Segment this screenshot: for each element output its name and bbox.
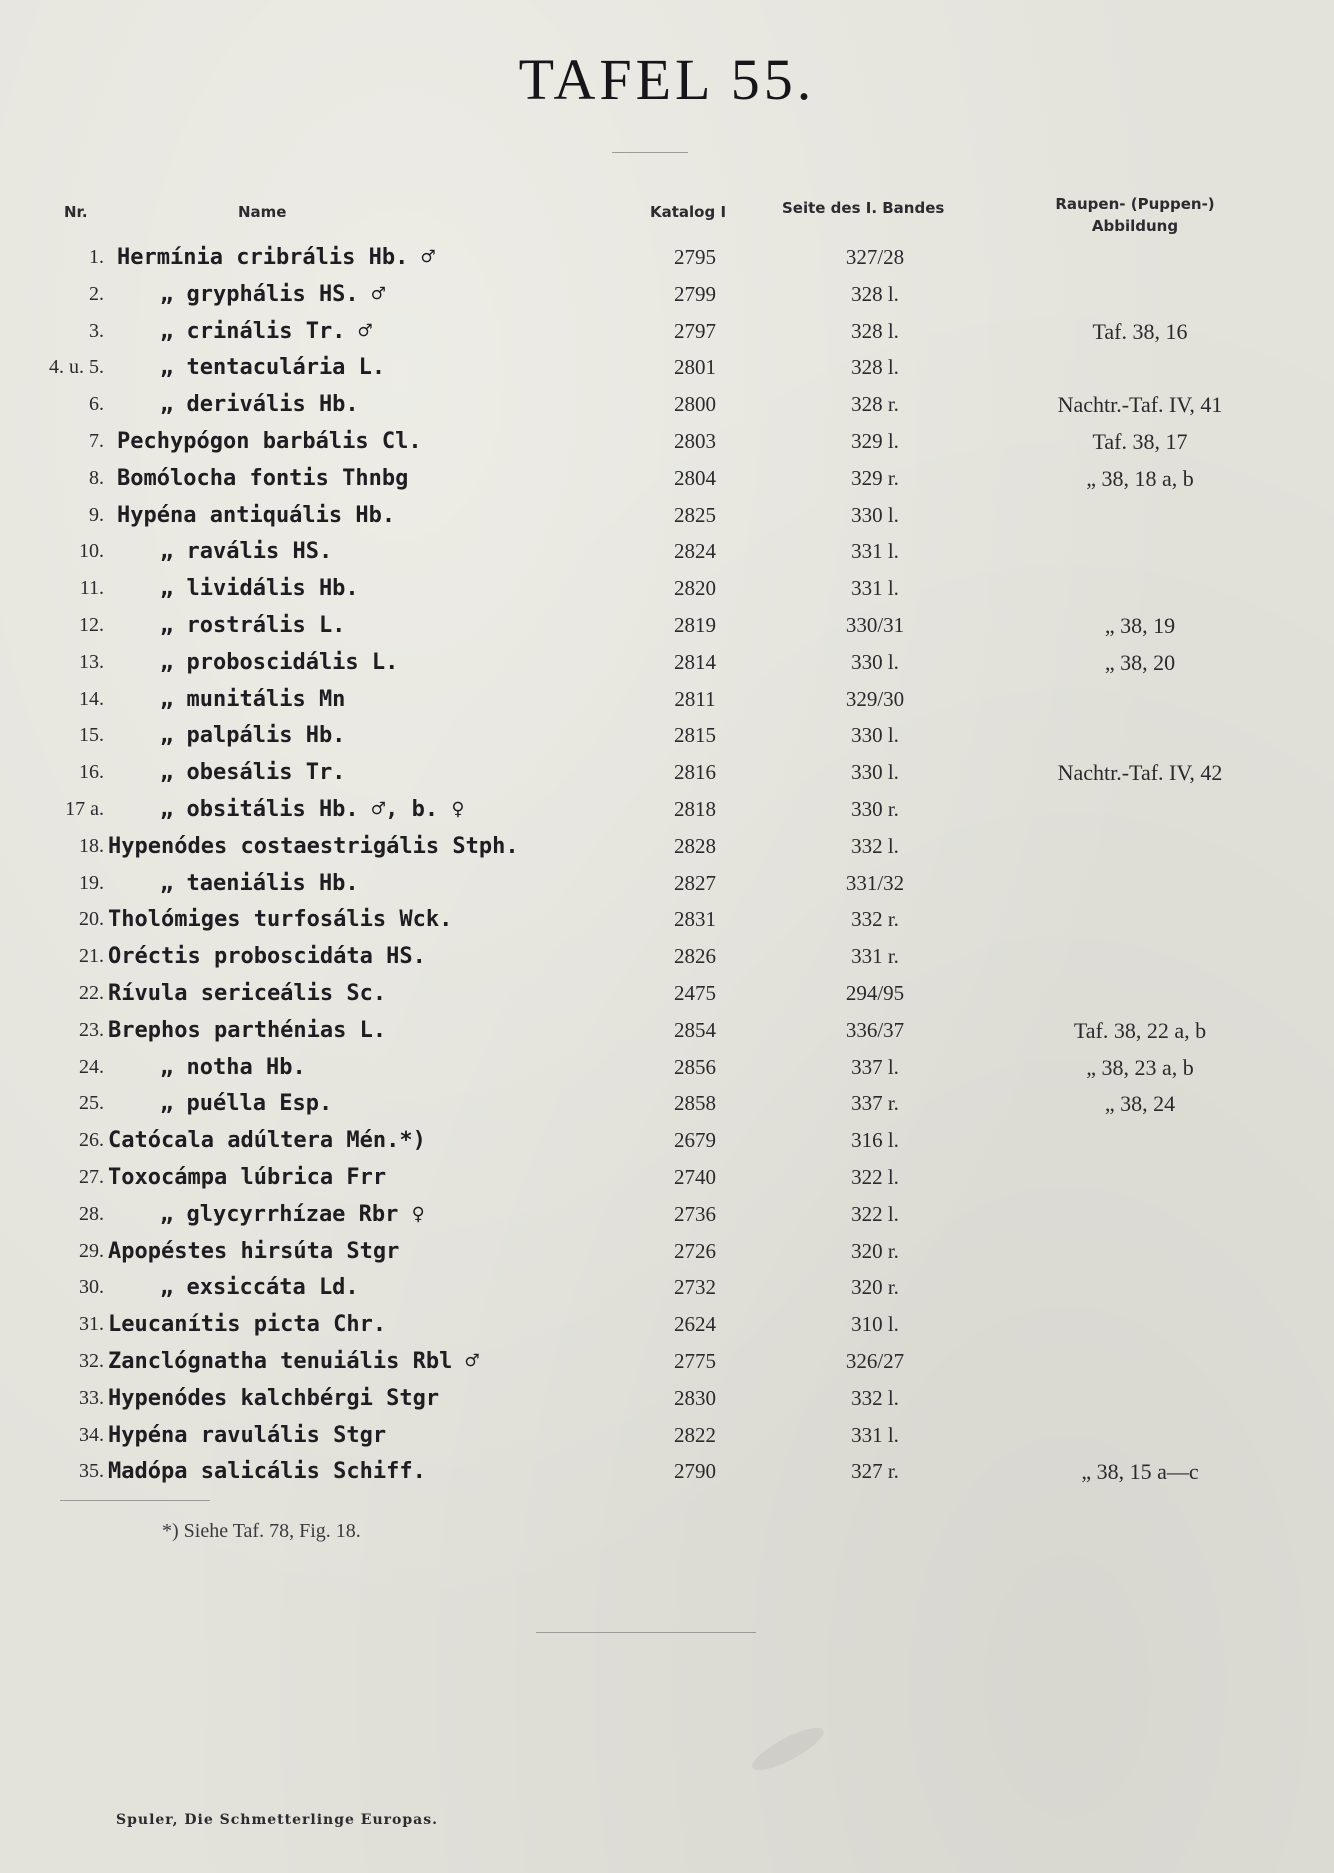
table-row [0, 239, 1334, 276]
species-name: Toxocámpa lúbrica Frr [108, 1165, 387, 1190]
title-divider [612, 152, 688, 153]
header-nr: Nr. [64, 203, 88, 221]
catalog-number: 2831 [674, 907, 716, 932]
caterpillar-figure: „ 38, 23 a, b [1086, 1054, 1194, 1080]
volume-page: 322 l. [851, 1165, 899, 1189]
species-name: Zanclógnatha tenuiális Rbl ♂ [108, 1349, 479, 1374]
row-number: 29. [79, 1239, 104, 1262]
row-number: 7. [89, 430, 104, 452]
catalog-number: 2814 [674, 649, 716, 674]
catalog-number: 2854 [674, 1017, 716, 1042]
caterpillar-figure: Taf. 38, 16 [1092, 318, 1188, 344]
catalog-number: 2795 [674, 245, 716, 269]
species-name: „ crinális Tr. ♂ [160, 318, 372, 344]
catalog-number: 2830 [674, 1385, 716, 1410]
table-row [0, 644, 1334, 681]
species-name: „ proboscidális L. [160, 649, 399, 675]
row-number: 2. [89, 282, 104, 305]
caterpillar-figure: Taf. 38, 22 a, b [1073, 1017, 1207, 1043]
header-seite: Seite des I. Bandes [782, 199, 945, 217]
volume-page: 294/95 [845, 981, 905, 1005]
table-row [0, 1269, 1334, 1306]
caterpillar-figure: „ 38, 19 [1104, 613, 1176, 638]
volume-page: 332 r. [851, 907, 899, 932]
catalog-number: 2800 [674, 392, 716, 417]
footnote-divider [60, 1500, 210, 1501]
table-row [0, 828, 1334, 865]
header-name: Name [238, 203, 287, 221]
row-number: 20. [79, 908, 104, 931]
volume-page: 322 l. [851, 1201, 899, 1226]
species-name: „ obsitális Hb. ♂, b. ♀ [160, 797, 465, 822]
catalog-number: 2475 [674, 981, 716, 1005]
caterpillar-figure: „ 38, 20 [1104, 649, 1176, 675]
table-row [0, 497, 1334, 534]
table-row [0, 423, 1334, 460]
catalog-number: 2799 [674, 281, 716, 306]
row-number: 13. [79, 650, 104, 673]
table-row [0, 1049, 1334, 1086]
volume-page: 329 r. [851, 465, 899, 490]
row-number: 28. [79, 1202, 104, 1225]
table-row [0, 1233, 1334, 1270]
caterpillar-figure: Nachtr.-Taf. IV, 42 [1057, 760, 1223, 786]
catalog-number: 2818 [674, 797, 716, 821]
table-row [0, 975, 1334, 1012]
species-name: Hypéna ravulális Stgr [108, 1422, 387, 1448]
species-name: „ derivális Hb. [160, 392, 359, 418]
catalog-number: 2828 [674, 833, 716, 858]
species-name: „ palpális Hb. [160, 723, 346, 749]
volume-page: 330 r. [851, 797, 899, 821]
species-name: „ taeniális Hb. [160, 870, 359, 896]
catalog-number: 2816 [674, 760, 716, 785]
footnote: *) Siehe Taf. 78, Fig. 18. [162, 1520, 361, 1542]
volume-page: 310 l. [851, 1312, 899, 1337]
volume-page: 330 l. [851, 723, 899, 748]
row-number: 32. [79, 1350, 104, 1372]
volume-page: 328 l. [851, 281, 899, 306]
species-name: „ rostrális L. [160, 613, 346, 638]
row-number: 18. [79, 834, 104, 857]
table-row [0, 276, 1334, 313]
volume-page: 320 r. [851, 1238, 899, 1263]
species-name: Oréctis proboscidáta HS. [108, 944, 426, 970]
catalog-number: 2797 [674, 318, 716, 343]
volume-page: 330 l. [851, 760, 899, 785]
table-row [0, 1196, 1334, 1233]
table-row [0, 1122, 1334, 1159]
volume-page: 331 l. [851, 576, 899, 601]
table-row [0, 754, 1334, 791]
species-name: Brephos parthénias L. [108, 1017, 387, 1043]
volume-page: 332 l. [851, 833, 899, 858]
table-row [0, 791, 1334, 828]
row-number: 16. [79, 761, 104, 784]
volume-page: 336/37 [845, 1017, 905, 1042]
row-number: 27. [79, 1166, 104, 1188]
header-raupen-line2: Abbildung [1091, 217, 1179, 235]
table-row [0, 607, 1334, 644]
catalog-number: 2803 [674, 429, 716, 453]
volume-page: 332 l. [851, 1385, 899, 1410]
caterpillar-figure: Nachtr.-Taf. IV, 41 [1057, 392, 1223, 418]
row-number: 26. [79, 1129, 104, 1152]
row-number: 25. [79, 1092, 104, 1115]
catalog-number: 2775 [674, 1349, 716, 1373]
header-katalog: Katalog I [650, 203, 727, 221]
table-row [0, 1159, 1334, 1196]
volume-page: 337 l. [851, 1054, 899, 1079]
species-name: „ exsiccáta Ld. [160, 1275, 359, 1301]
catalog-number: 2819 [674, 613, 716, 637]
species-name: Hypenódes kalchbérgi Stgr [108, 1385, 440, 1411]
volume-page: 331 r. [851, 944, 899, 969]
species-name: „ obesális Tr. [160, 760, 346, 786]
species-name: Catócala adúltera Mén.*) [108, 1128, 426, 1154]
row-number: 15. [79, 724, 104, 747]
row-number: 8. [89, 466, 104, 489]
volume-page: 329/30 [845, 686, 905, 711]
species-name: „ tentaculária L. [160, 355, 386, 381]
catalog-number: 2820 [674, 576, 716, 601]
catalog-number: 2790 [674, 1459, 716, 1484]
volume-page: 331 l. [851, 539, 899, 564]
catalog-number: 2822 [674, 1422, 716, 1447]
species-name: Bomólocha fontis Thnbg [117, 465, 409, 491]
table-row [0, 386, 1334, 423]
row-number: 6. [89, 393, 104, 416]
row-number: 3. [89, 319, 104, 342]
species-name: Hermínia cribrális Hb. ♂ [117, 245, 435, 270]
row-number: 1. [89, 246, 104, 268]
row-number: 11. [79, 577, 104, 600]
table-row [0, 901, 1334, 938]
species-name: „ gryphális HS. ♂ [160, 281, 386, 307]
ink-smudge [748, 1721, 829, 1778]
catalog-number: 2740 [674, 1165, 716, 1189]
species-name: Madópa salicális Schiff. [108, 1459, 426, 1485]
page-title: TAFEL 55. [518, 47, 816, 112]
species-name: Hypéna antiquális Hb. [117, 502, 396, 528]
table-row [0, 1085, 1334, 1122]
volume-page: 328 l. [851, 318, 899, 343]
row-number: 9. [89, 503, 104, 526]
table-row [0, 570, 1334, 607]
catalog-number: 2856 [674, 1054, 716, 1079]
row-number: 10. [79, 540, 104, 563]
table-row [0, 1417, 1334, 1454]
species-name: „ puélla Esp. [160, 1091, 333, 1117]
catalog-number: 2815 [674, 723, 716, 748]
volume-page: 328 l. [851, 355, 899, 380]
caterpillar-figure: „ 38, 15 a—c [1081, 1459, 1199, 1485]
volume-page: 330 l. [851, 649, 899, 674]
species-name: „ glycyrrhízae Rbr ♀ [160, 1201, 425, 1227]
volume-page: 337 r. [851, 1091, 899, 1116]
header-raupen [1020, 193, 1250, 237]
table-row [0, 1453, 1334, 1490]
row-number: 30. [79, 1276, 104, 1299]
row-number: 31. [79, 1313, 104, 1336]
volume-page: 331/32 [845, 870, 905, 895]
row-number: 4. u. 5. [49, 356, 104, 379]
species-name: Tholómiges turfosális Wck. [108, 907, 453, 933]
catalog-number: 2732 [674, 1275, 716, 1300]
table-row [0, 865, 1334, 902]
species-name: Hypenódes costaestrigális Stph. [108, 833, 519, 859]
row-number: 24. [79, 1055, 104, 1078]
volume-page: 331 l. [851, 1422, 899, 1447]
volume-page: 316 l. [851, 1128, 899, 1153]
volume-page: 328 r. [851, 392, 899, 417]
bottom-divider [536, 1632, 756, 1633]
species-name: Pechypógon barbális Cl. [117, 429, 422, 454]
species-name: „ munitális Mn [160, 686, 346, 712]
row-number: 35. [79, 1460, 104, 1483]
catalog-number: 2624 [674, 1312, 716, 1337]
volume-page: 330 l. [851, 502, 899, 527]
volume-page: 327/28 [845, 245, 905, 269]
catalog-number: 2804 [674, 465, 716, 490]
publication-credit: Spuler, Die Schmetterlinge Europas. [116, 1812, 438, 1828]
table-row [0, 313, 1334, 350]
row-number: 12. [79, 614, 104, 636]
volume-page: 330/31 [845, 613, 905, 637]
catalog-number: 2826 [674, 944, 716, 969]
species-name: „ lividális Hb. [160, 576, 359, 602]
caterpillar-figure: Taf. 38, 17 [1092, 429, 1188, 454]
species-name: „ notha Hb. [160, 1054, 306, 1080]
species-name: Apopéstes hirsúta Stgr [108, 1238, 400, 1264]
table-row [0, 1380, 1334, 1417]
volume-page: 320 r. [851, 1275, 899, 1300]
catalog-number: 2811 [674, 686, 716, 711]
row-number: 19. [79, 871, 104, 894]
catalog-number: 2827 [674, 870, 716, 895]
species-name: Rívula sericeális Sc. [108, 981, 387, 1006]
catalog-number: 2726 [674, 1238, 716, 1263]
catalog-number: 2825 [674, 502, 716, 527]
table-row [0, 681, 1334, 718]
table-row [0, 1306, 1334, 1343]
volume-page: 326/27 [845, 1349, 905, 1373]
table-row [0, 533, 1334, 570]
catalog-number: 2736 [674, 1201, 716, 1226]
catalog-number: 2801 [674, 355, 716, 380]
row-number: 34. [79, 1423, 104, 1446]
volume-page: 329 l. [851, 429, 899, 453]
header-raupen-line1: Raupen- (Puppen-) [1055, 195, 1215, 213]
row-number: 17 a. [65, 798, 104, 820]
catalog-number: 2679 [674, 1128, 716, 1153]
row-number: 21. [79, 945, 104, 968]
table-row [0, 1343, 1334, 1380]
caterpillar-figure: „ 38, 24 [1104, 1091, 1176, 1117]
table-row [0, 349, 1334, 386]
row-number: 14. [79, 687, 104, 710]
catalog-number: 2824 [674, 539, 716, 564]
caterpillar-figure: „ 38, 18 a, b [1086, 465, 1194, 491]
species-name: „ ravális HS. [160, 539, 333, 565]
species-name: Leucanítis picta Chr. [108, 1312, 387, 1338]
row-number: 33. [79, 1386, 104, 1409]
catalog-number: 2858 [674, 1091, 716, 1116]
table-row [0, 1012, 1334, 1049]
table-row [0, 460, 1334, 497]
row-number: 22. [79, 982, 104, 1004]
table-row [0, 938, 1334, 975]
volume-page: 327 r. [851, 1459, 899, 1484]
row-number: 23. [79, 1018, 104, 1041]
table-row [0, 717, 1334, 754]
